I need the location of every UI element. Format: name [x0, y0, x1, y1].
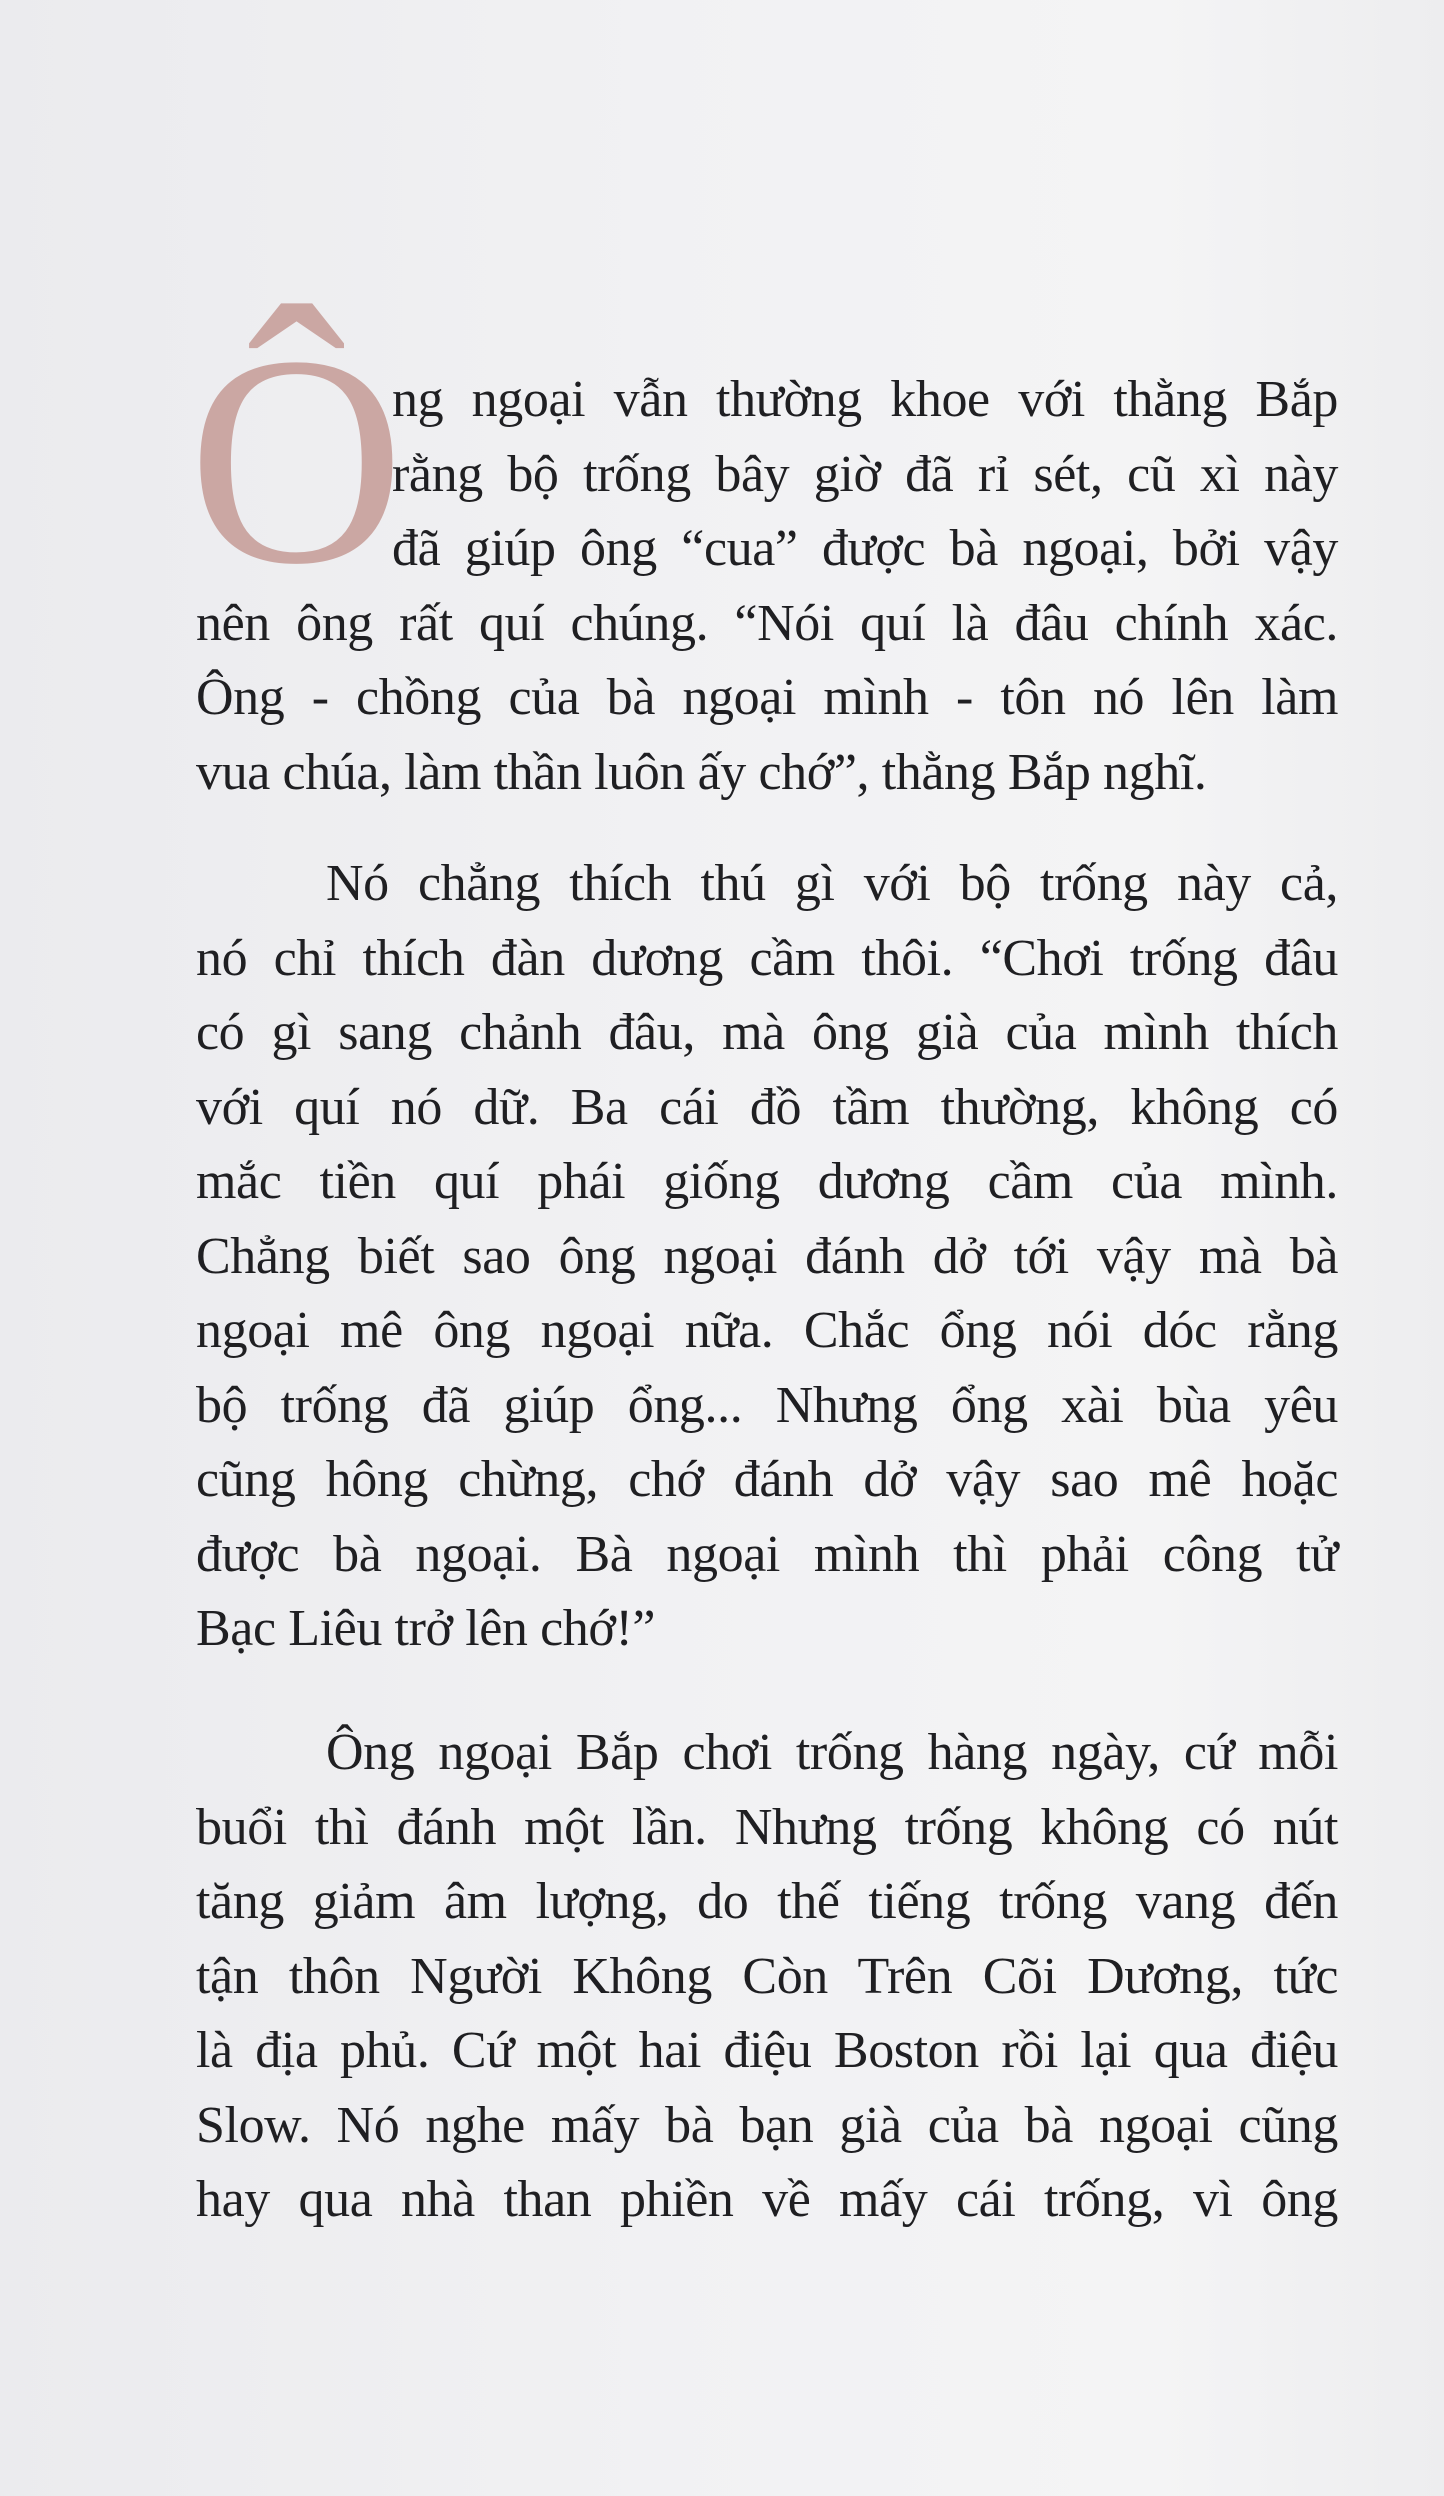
text-line: cũng hông chừng, chớ đánh dở vậy sao mê hoặc	[196, 1451, 1338, 1508]
text-line: bộ trống đã giúp ổng... Nhưng ổng xài bùa yêu	[196, 1376, 1338, 1434]
text-line: nên ông rất quí chúng. “Nói quí là đâu chính xác.	[196, 594, 1338, 652]
text-line: Slow. Nó nghe mấy bà bạn già của bà ngoại cũng	[196, 2096, 1338, 2154]
text-line: là địa phủ. Cứ một hai điệu Boston rồi lại qua điệu	[196, 2022, 1338, 2079]
text-line: ng ngoại vẫn thường khoe với thằng Bắp	[392, 371, 1338, 428]
text-line: ngoại mê ông ngoại nữa. Chắc ổng nói dóc rằng	[196, 1302, 1338, 1359]
text-line: đã giúp ông “cua” được bà ngoại, bởi vậy	[392, 520, 1338, 577]
text-line: nó chỉ thích đàn dương cầm thôi. “Chơi trống đâu	[196, 929, 1338, 987]
text-line: tận thôn Người Không Còn Trên Cõi Dương, tức	[196, 1947, 1338, 2005]
text-line: vua chúa, làm thần luôn ấy chớ”, thằng Bắp nghĩ.	[196, 743, 1207, 801]
text-line: tăng giảm âm lượng, do thế tiếng trống vang đến	[196, 1873, 1338, 1930]
text-line: Ông - chồng của bà ngoại mình - tôn nó lên làm	[196, 669, 1338, 726]
paragraph-2	[196, 847, 1338, 1667]
text-line: được bà ngoại. Bà ngoại mình thì phải công tử	[196, 1525, 1338, 1583]
text-line: có gì sang chảnh đâu, mà ông già của mình thích	[196, 1004, 1338, 1061]
paragraph-1	[196, 363, 1338, 810]
text-line: với quí nó dữ. Ba cái đồ tầm thường, không có	[196, 1078, 1338, 1136]
text-line: Ông ngoại Bắp chơi trống hàng ngày, cứ mỗi	[326, 1724, 1338, 1781]
text-line: Nó chẳng thích thú gì với bộ trống này cả,	[326, 855, 1338, 912]
drop-cap: Ô	[188, 294, 405, 626]
text-line: hay qua nhà than phiền về mấy cái trống, vì ông	[196, 2171, 1338, 2228]
text-line: buổi thì đánh một lần. Nhưng trống không có nút	[196, 1798, 1338, 1856]
text-line: mắc tiền quí phái giống dương cầm của mình.	[196, 1153, 1338, 1210]
text-line: Bạc Liêu trở lên chớ!”	[196, 1600, 656, 1657]
paragraph-3	[196, 1716, 1338, 2238]
text-line: rằng bộ trống bây giờ đã rỉ sét, cũ xì này	[392, 445, 1338, 503]
text-line: Chẳng biết sao ông ngoại đánh dở tới vậy mà bà	[196, 1227, 1338, 1285]
